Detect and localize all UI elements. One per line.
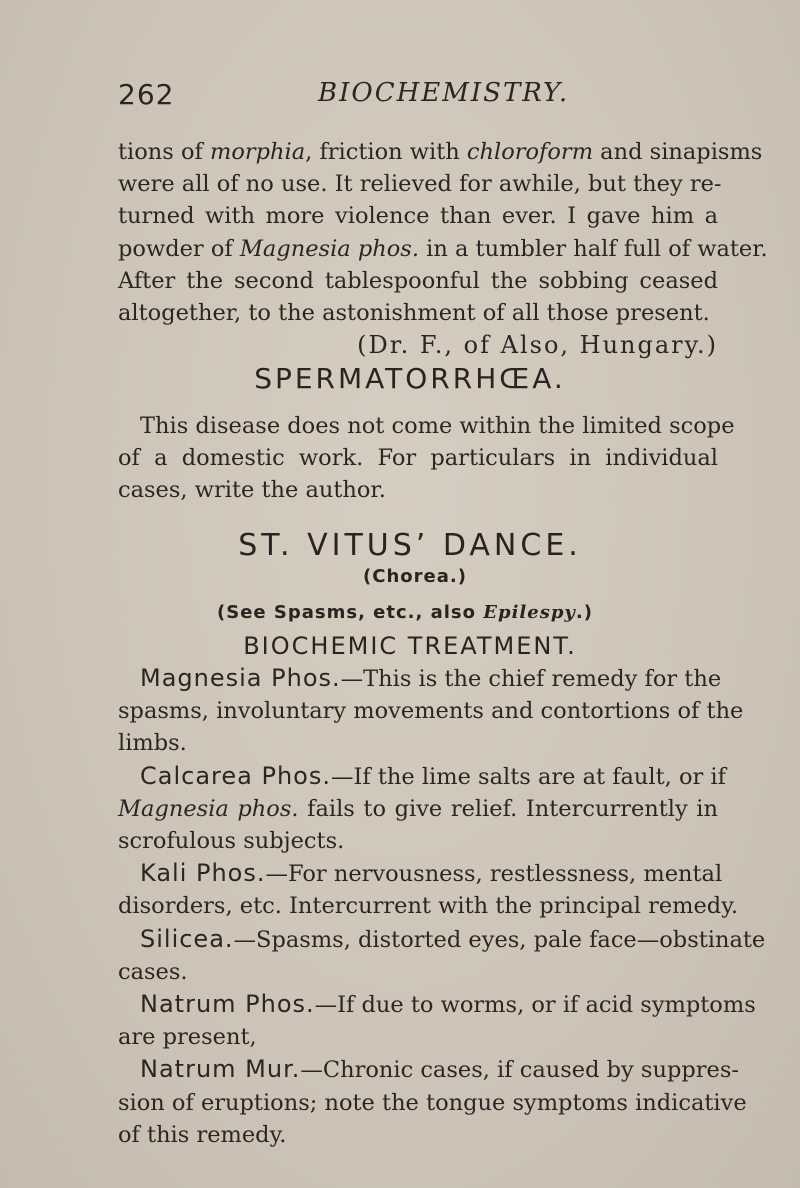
text-line: This disease does not come within the limited scope xyxy=(140,413,735,439)
text-line: cases, write the author. xyxy=(118,477,386,504)
cross-reference: (See Spasms, etc., also Epilespy.) xyxy=(217,602,593,623)
paragraph-continuation xyxy=(118,136,768,361)
remedy-entry: Natrum Mur.—Chronic cases, if caused by suppres- xyxy=(140,1055,739,1084)
treatment-heading: BIOCHEMIC TREATMENT. xyxy=(243,632,577,660)
text-line: of this remedy. xyxy=(118,1121,287,1148)
page-number: 262 xyxy=(118,78,175,111)
text-line: spasms, involuntary movements and contortions of the xyxy=(118,698,744,725)
remedy-entry: Calcarea Phos.—If the lime salts are at fault, or if xyxy=(140,761,726,790)
section-heading-spermatorrhoea: SPERMATORRHŒA. xyxy=(254,362,566,395)
text-line: disorders, etc. Intercurrent with the principal remedy. xyxy=(118,893,739,920)
section-subheading: (Chorea.) xyxy=(363,566,467,587)
text-line: Magnesia phos. fails to give relief. Intercurrently in xyxy=(118,795,718,822)
text-line: altogether, to the astonishment of all those present. xyxy=(118,300,710,327)
section-heading-st-vitus-dance: ST. VITUS’ DANCE. xyxy=(238,528,582,563)
text-line: limbs. xyxy=(118,730,187,757)
text-line: are present, xyxy=(118,1024,257,1051)
case-signature: (Dr. F., of Also, Hungary.) xyxy=(357,331,718,360)
remedy-entry: Silicea.—Spasms, distorted eyes, pale face—obstinate xyxy=(140,924,766,953)
text-line: scrofulous subjects. xyxy=(118,828,345,855)
remedy-list xyxy=(118,662,766,1151)
remedy-entry: Magnesia Phos.—This is the chief remedy for the xyxy=(140,664,722,692)
text-line: sion of eruptions; note the tongue symptoms indicative xyxy=(118,1089,747,1116)
page-header xyxy=(118,78,720,118)
text-line: After the second tablespoonful the sobbing ceased xyxy=(118,267,718,294)
text-line: of a domestic work. For particulars in individual xyxy=(118,445,718,472)
remedy-entry: Natrum Phos.—If due to worms, or if acid symptoms xyxy=(140,990,756,1019)
text-line: were all of no use. It relieved for awhile, but they re- xyxy=(118,171,722,198)
running-title: BIOCHEMISTRY. xyxy=(318,78,570,108)
text-line: cases. xyxy=(118,958,188,985)
text-line: powder of Magnesia phos. in a tumbler half full of water. xyxy=(118,235,768,262)
text-line: turned with more violence than ever. I gave him a xyxy=(118,203,718,230)
text-line: tions of morphia, friction with chloroform and sinapisms xyxy=(118,139,763,165)
remedy-entry: Kali Phos.—For nervousness, restlessness, mental xyxy=(140,859,723,888)
section-paragraph xyxy=(118,410,735,507)
